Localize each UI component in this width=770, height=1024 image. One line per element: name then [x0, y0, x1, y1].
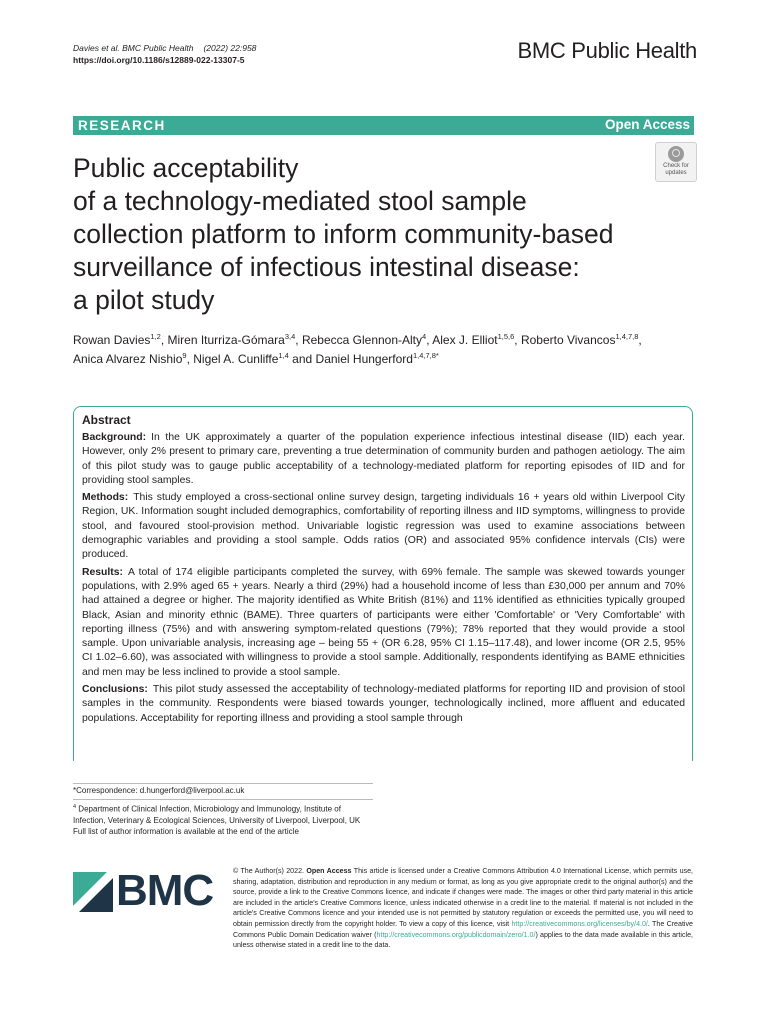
citation-authors: Davies et al. BMC Public Health — [73, 43, 194, 53]
check-updates-line1: Check for — [663, 163, 689, 169]
title-line: of a technology-mediated stool sample — [73, 186, 527, 216]
author-name[interactable]: Rowan Davies — [73, 333, 151, 347]
author-affil: 1,5,6 — [497, 332, 515, 341]
section-band — [73, 116, 694, 135]
bmc-logo-text: BMC — [116, 866, 214, 915]
author-name[interactable]: Anica Alvarez Nishio — [73, 352, 183, 366]
author-affil: 4 — [422, 332, 427, 341]
author-name[interactable]: Alex J. Elliot — [432, 333, 498, 347]
title-line: collection platform to inform community-based — [73, 219, 614, 249]
author-name[interactable]: Roberto Vivancos — [520, 333, 616, 347]
author-affil: 9 — [182, 351, 187, 360]
copyright: © The Author(s) 2022. — [233, 867, 304, 875]
section-label: Conclusions: — [82, 684, 148, 696]
license-text — [233, 866, 693, 951]
license-body: This article is licensed under a Creative Commons Attribution 4.0 International License, which permits use, sharing, adaptation, distribution and reproduction in any medium or format, as long as you give appropriate credit to the original author(s) and the source, provide a link to the Creative Commons licence, and indicate if changes were made. The images or other third party material in this article are included in the article's Creative Commons licence, unless indicated otherwise in a credit line to the material. If material is not included in the article's Creative Commons licence and your intended use is not permitted by statutory regulation or exceeds the permitted use, you will need to obtain permission directly from the copyright holder. To view a copy of this licence, visit — [233, 867, 693, 928]
doi-link[interactable]: https://doi.org/10.1186/s12889-022-13307-5 — [73, 55, 245, 65]
abstract-background — [82, 431, 685, 488]
article-title — [73, 152, 713, 317]
license-open-access: Open Access — [306, 867, 352, 875]
section-text: This pilot study assessed the acceptability of technology-mediated platforms for reporting IID and provision of stool samples in the community. Respondents were biased towards younger, technologically inclined, more affluent and educated populations. Acceptability for reporting illness and providing a stool sample through — [82, 684, 685, 724]
abstract-heading: Abstract — [82, 413, 131, 427]
bmc-logo-mark-icon — [73, 872, 113, 912]
affiliation-note — [73, 802, 373, 838]
title-line: a pilot study — [73, 285, 215, 315]
open-access-label: Open Access — [604, 117, 690, 132]
journal-name: BMC Public Health — [517, 38, 697, 63]
section-label: Results: — [82, 566, 123, 578]
license-body-3: ) applies to the data made available in this article, unless otherwise stated in a credit line to the data. — [233, 930, 693, 950]
affiliation-sup: 4 — [73, 804, 77, 810]
abstract-box — [73, 406, 693, 761]
author-affil: 1,4 — [278, 351, 289, 360]
author-affil: 1,4,7,8* — [412, 351, 439, 360]
affiliation-text: Department of Clinical Infection, Microbiology and Immunology, Institute of Infection, Veterinary & Ecological Sciences, University of Liverpool, Liverpool, UK — [73, 804, 361, 826]
citation-year: (2022) 22:958 — [203, 43, 257, 53]
correspondence[interactable]: *Correspondence: d.hungerford@liverpool.ac.uk — [73, 786, 245, 795]
section-label: Background: — [82, 432, 147, 443]
section-label: Methods: — [82, 492, 129, 504]
author-list: Rowan Davies$^{1,2}$, Miren Iturriza-Gómara$^{3,4}$, Rebecca Glennon-Alty$^4$, Alex J. Elliot$^{1,5,6}$, Roberto Vivancos$^{1,4,7,8}$, Anica Alvarez Nishio$^9$, Nigel A. Cunliffe$^{1,4}$ and Daniel Hungerford$^{1,4,7,8*}$ — [73, 332, 642, 366]
citation-header — [73, 42, 266, 66]
title-line: Public acceptability — [73, 153, 299, 183]
section-label: RESEARCH — [78, 118, 166, 133]
cc-by-link[interactable]: http://creativecommons.org/licenses/by/4.0/ — [511, 919, 648, 928]
license-body-2: . The Creative Commons Public Domain Dedication waiver ( — [233, 919, 693, 939]
title-line: surveillance of infectious intestinal disease: — [73, 252, 580, 282]
author-affil: 1,4,7,8 — [615, 332, 639, 341]
footnote-divider — [73, 783, 373, 784]
author-name[interactable]: Nigel A. Cunliffe — [193, 352, 279, 366]
section-text: A total of 174 eligible participants completed the survey, with 69% female. The sample was skewed towards younger populations, with 2.9% aged 65 + years. Nearly a third (29%) had a household income of less than £30,000 per annum and 70% had attained a degree or higher. The majority identified as White British (81%) and 11% identified as ethnicities typically grouped Black, Asian and minority ethnic (BAME). Three quarters of participants were either 'Comfortable' or 'Very Comfortable' with reporting illness (75%) and with answering symptom-related questions (79%); 78% reported that they would provide a stool sample. Upon univariable analysis, increasing age – being 55 + (OR 6.28, 95% CI 1.15–117.48), and lower income (OR 2.5, 95% CI 1.02–6.60), was associated with willingness to provide a stool sample. Additionally, respondents identifying as BAME ethnicities and men may be less inclined to provide a stool sample. — [82, 566, 685, 678]
abstract-methods — [82, 491, 685, 562]
abstract-results — [82, 566, 685, 680]
author-affil: 3,4 — [284, 332, 296, 341]
section-text: This study employed a cross-sectional online survey design, targeting individuals 16 + years old within Liverpool City Region, UK. Information sought included demographics, comfortability of reporting illness and IID symptoms, willingness to provide stool, and favoured stool-provision method. Univariable logistic regression was used to examine associations between demographic variables and providing a stool sample. Odds ratios (OR) and associated 95% confidence intervals (CIs) were produced. — [82, 492, 685, 561]
footnote-divider — [73, 799, 373, 800]
cc-zero-link[interactable]: http://creativecommons.org/publicdomain/zero/1.0/ — [376, 930, 536, 939]
author-name[interactable]: Rebecca Glennon-Alty — [301, 333, 423, 347]
abstract-conclusions — [82, 683, 685, 726]
section-text: In the UK approximately a quarter of the population experience infectious intestinal disease (IID) each year. However, only 2% present to primary care, preventing a true determination of community burden and pathogen aetiology. The aim of this pilot study was to gauge public acceptability of a technology-mediated platform for reporting episodes of IID and for providing stool samples. — [82, 432, 685, 486]
author-name[interactable]: Miren Iturriza-Gómara — [167, 333, 285, 347]
full-list-note: Full list of author information is available at the end of the article — [73, 827, 299, 837]
check-updates-line2: updates — [665, 170, 687, 176]
author-affil: 1,2 — [150, 332, 161, 341]
author-name[interactable]: Daniel Hungerford — [315, 352, 413, 366]
